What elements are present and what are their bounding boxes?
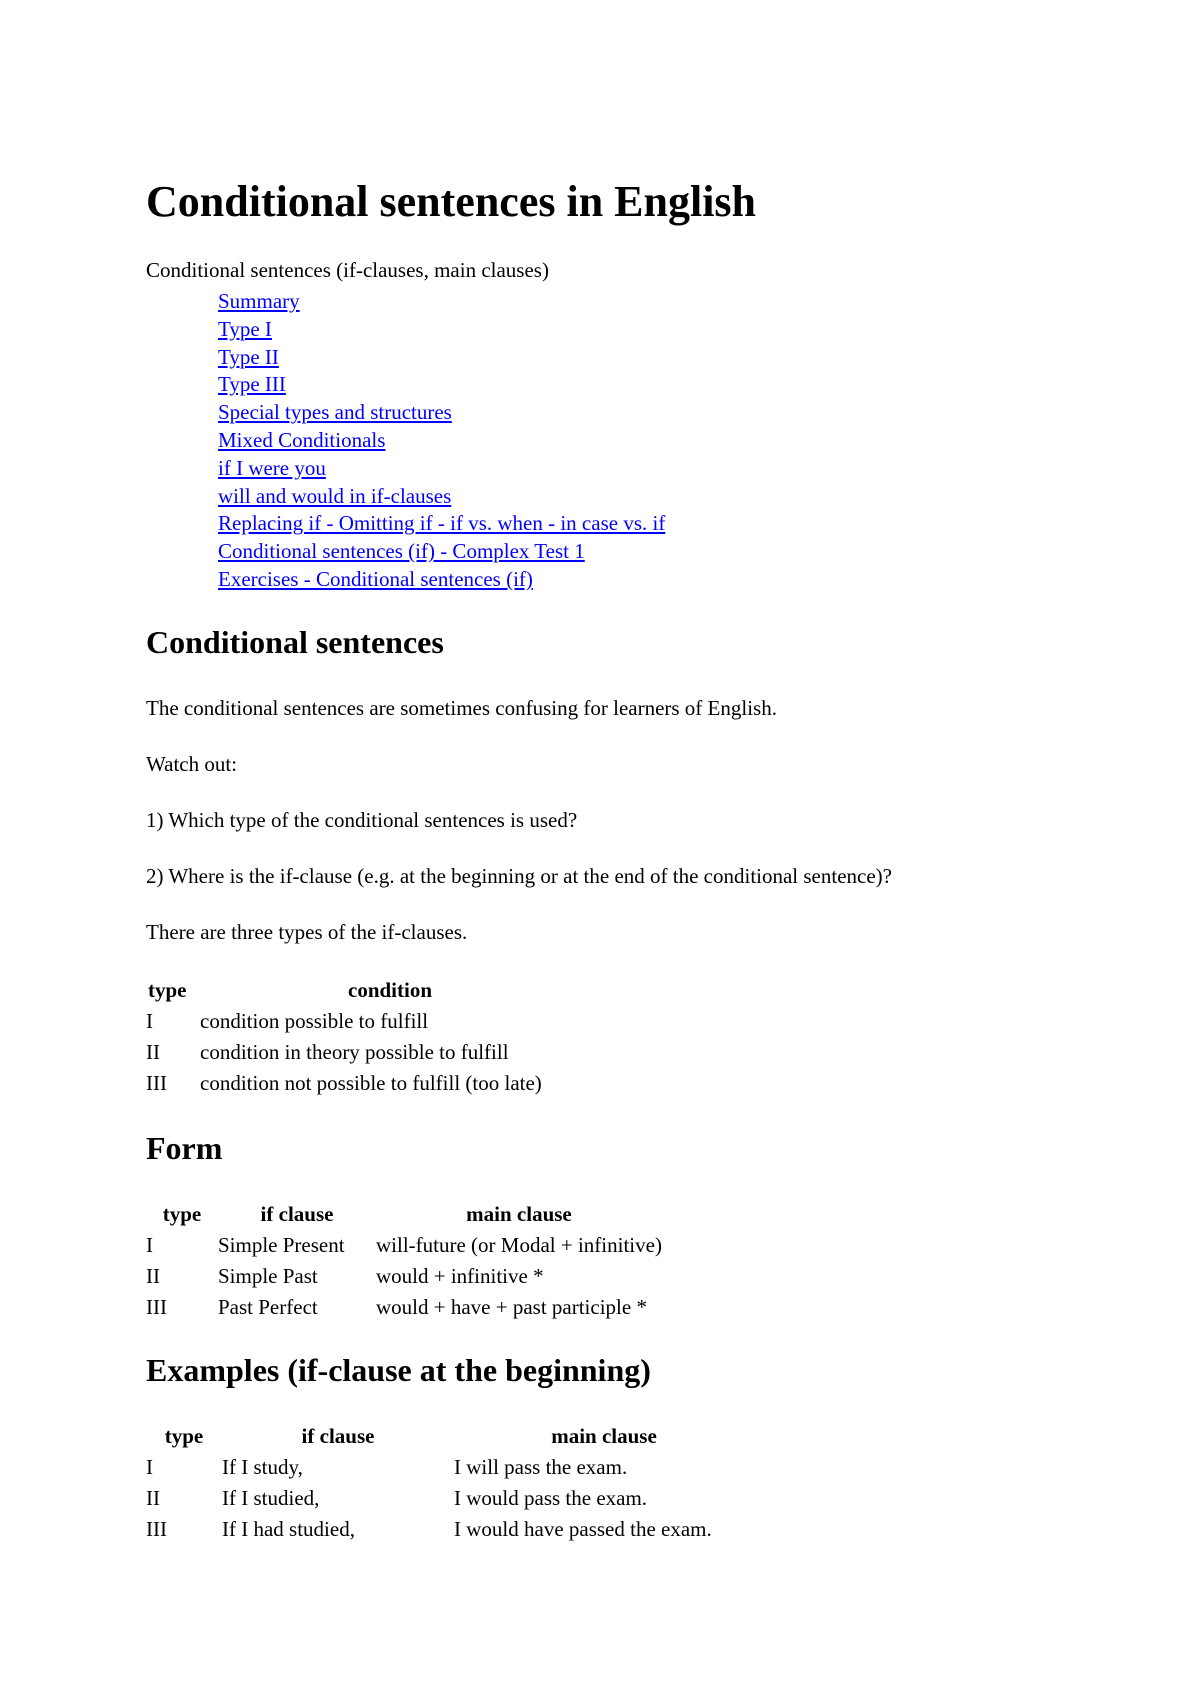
toc-item <box>218 288 665 316</box>
toc-link-type-ii[interactable]: Type II <box>218 344 279 369</box>
table-row <box>146 1037 542 1068</box>
table-row <box>146 1261 662 1292</box>
toc-link-type-i[interactable]: Type I <box>218 316 272 341</box>
table-cell: I <box>146 1455 153 1479</box>
toc-item <box>218 510 665 538</box>
table-row <box>146 1230 662 1261</box>
table-row <box>146 1452 754 1483</box>
table-row <box>146 1483 754 1514</box>
section-heading-examples: Examples (if-clause at the beginning) <box>146 1352 651 1388</box>
page-title: Conditional sentences in English <box>146 177 757 226</box>
toc-link-will-would[interactable]: will and would in if-clauses <box>218 483 452 508</box>
table-header-cell: if clause <box>301 1424 375 1448</box>
toc-link-replacing-if[interactable]: Replacing if - Omitting if - if vs. when - in case vs. if <box>218 511 666 536</box>
table-cell: I would have passed the exam. <box>454 1517 712 1541</box>
table-cell: If I study, <box>222 1455 303 1479</box>
table-cell: I <box>146 1009 153 1033</box>
toc-item <box>218 316 665 344</box>
table-cell: If I had studied, <box>222 1517 355 1541</box>
table-cell: III <box>146 1071 167 1095</box>
table-cell: condition possible to fulfill <box>200 1009 429 1033</box>
table-cell: condition not possible to fulfill (too late) <box>200 1071 542 1095</box>
table-cell: II <box>146 1486 160 1510</box>
toc-link-mixed-conditionals[interactable]: Mixed Conditionals <box>218 427 386 452</box>
table-cell: would + infinitive * <box>376 1264 544 1288</box>
paragraph: The conditional sentences are sometimes confusing for learners of English. <box>146 696 777 720</box>
table-cell: Past Perfect <box>218 1295 318 1319</box>
toc-item <box>218 566 665 594</box>
table-header-row <box>146 1199 662 1230</box>
table-header-cell: if clause <box>260 1202 334 1226</box>
paragraph: 2) Where is the if-clause (e.g. at the beginning or at the end of the conditional sentence)? <box>146 864 892 888</box>
table-cell: Simple Present <box>218 1233 345 1257</box>
section-heading-form: Form <box>146 1130 223 1166</box>
table-cell: Simple Past <box>218 1264 318 1288</box>
table-cell: will-future (or Modal + infinitive) <box>376 1233 662 1257</box>
table-row <box>146 1292 662 1323</box>
table-cell: I would pass the exam. <box>454 1486 648 1510</box>
table-of-contents <box>218 288 665 594</box>
table-header-cell: type <box>148 978 187 1002</box>
table-header-cell: type <box>164 1424 204 1448</box>
table-cell: II <box>146 1264 160 1288</box>
toc-item <box>218 483 665 511</box>
table-cell: condition in theory possible to fulfill <box>200 1040 509 1064</box>
table-row <box>146 1068 542 1099</box>
table-header-cell: main clause <box>466 1202 572 1226</box>
table-cell: I <box>146 1233 153 1257</box>
toc-item <box>218 399 665 427</box>
table-header-cell: main clause <box>551 1424 657 1448</box>
paragraph: There are three types of the if-clauses. <box>146 920 468 944</box>
form-table <box>146 1199 662 1323</box>
paragraph: 1) Which type of the conditional sentences is used? <box>146 808 578 832</box>
toc-item <box>218 455 665 483</box>
table-header-cell: condition <box>348 978 433 1002</box>
toc-link-special-types[interactable]: Special types and structures <box>218 400 452 425</box>
table-row <box>146 1006 542 1037</box>
types-table <box>146 975 542 1099</box>
table-cell: If I studied, <box>222 1486 320 1510</box>
toc-item <box>218 538 665 566</box>
table-cell: III <box>146 1517 167 1541</box>
toc-item <box>218 371 665 399</box>
paragraph: Watch out: <box>146 752 238 776</box>
table-cell: I will pass the exam. <box>454 1455 628 1479</box>
toc-link-exercises[interactable]: Exercises - Conditional sentences (if) <box>218 566 533 591</box>
intro-text: Conditional sentences (if-clauses, main clauses) <box>146 258 549 282</box>
table-header-row <box>146 975 542 1006</box>
toc-link-complex-test[interactable]: Conditional sentences (if) - Complex Test 1 <box>218 539 585 564</box>
toc-link-type-iii[interactable]: Type III <box>218 372 286 397</box>
table-cell: III <box>146 1295 167 1319</box>
toc-link-summary[interactable]: Summary <box>218 289 300 313</box>
section-heading-conditional-sentences: Conditional sentences <box>146 624 444 660</box>
table-row <box>146 1514 754 1545</box>
table-header-cell: type <box>162 1202 202 1226</box>
toc-item <box>218 344 665 372</box>
table-cell: II <box>146 1040 160 1064</box>
toc-item <box>218 427 665 455</box>
table-header-row <box>146 1421 754 1452</box>
toc-link-if-i-were-you[interactable]: if I were you <box>218 455 326 480</box>
table-cell: would + have + past participle * <box>376 1295 647 1319</box>
examples-table <box>146 1421 754 1545</box>
